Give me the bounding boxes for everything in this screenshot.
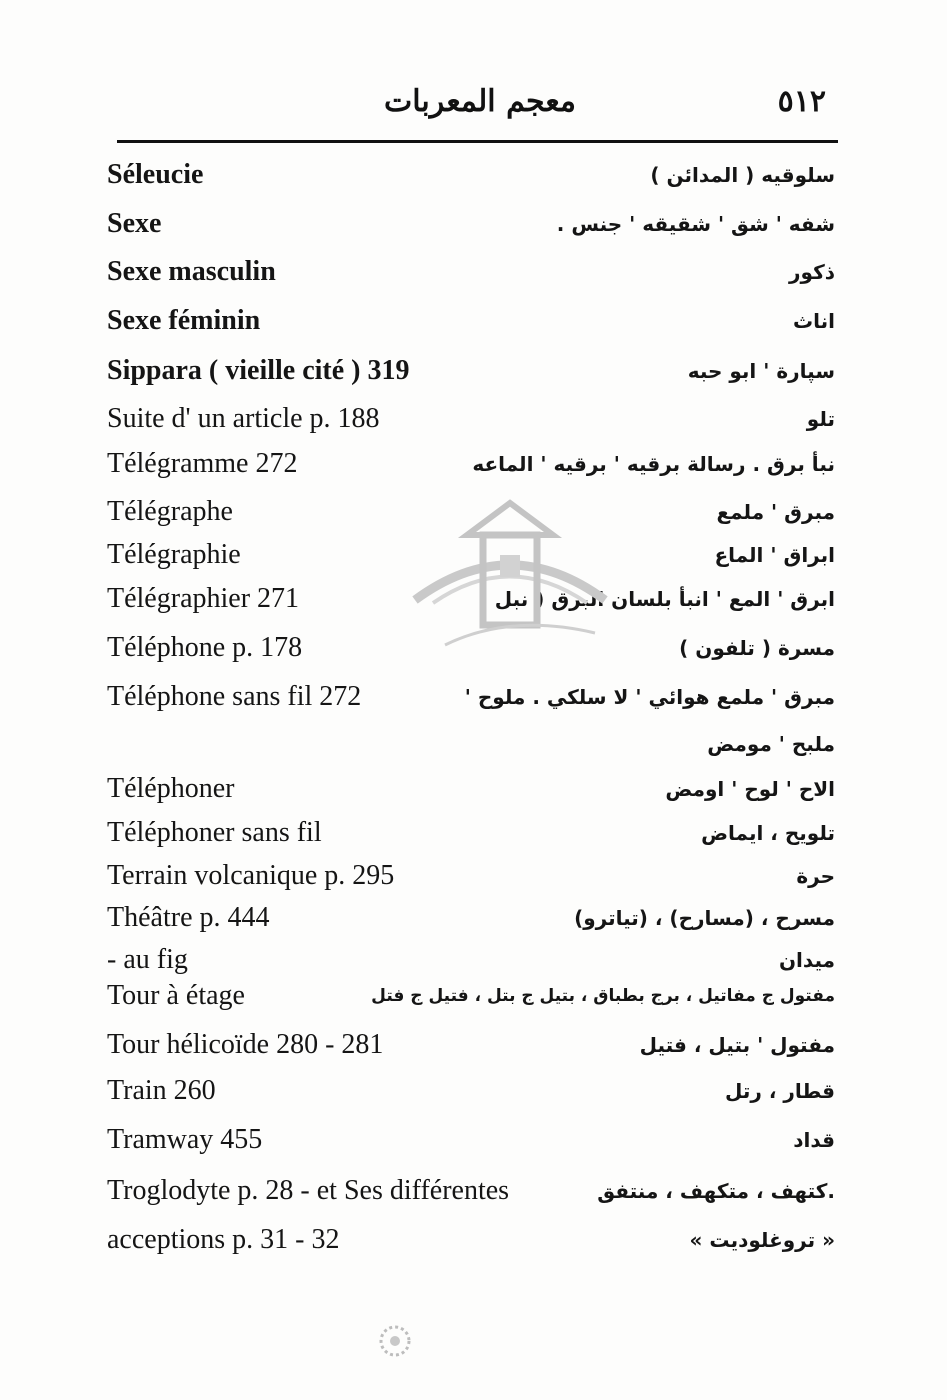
entry-french: Tour à étage: [107, 980, 245, 1011]
entry-french: Train 260: [107, 1075, 216, 1106]
dictionary-entry: [107, 301, 835, 341]
entry-arabic: اناث: [793, 309, 835, 333]
entry-french: Téléphone p. 178: [107, 632, 303, 663]
entry-french: Télégraphie: [107, 539, 241, 570]
footer-ornament: [365, 1318, 425, 1364]
page-title: معجم المعربات: [384, 84, 576, 119]
dictionary-entry: [107, 399, 835, 439]
entry-arabic: تلويح ، ايماض: [701, 821, 835, 845]
entry-french: acceptions p. 31 - 32: [107, 1224, 340, 1255]
dictionary-entry: [107, 813, 835, 853]
dictionary-entry: [107, 1025, 835, 1065]
entry-arabic: شفه ' شق ' شقيقه ' جنس .: [556, 212, 835, 236]
entry-french: - au fig: [107, 944, 188, 975]
entry-arabic: مفتول ج مفاتيل ، برج بطباق ، بتيل ج بتل ، فتيل ج فتل: [371, 986, 835, 1006]
entry-french: Séleucie: [107, 159, 204, 190]
entry-arabic: ميدان: [778, 948, 835, 972]
entry-arabic: ملبح ' مومض: [707, 732, 835, 756]
entry-arabic: مسرح ، (مسارح) ، (تياترو): [574, 906, 835, 930]
entry-arabic: سلوقيه ( المدائن ): [650, 163, 835, 187]
entry-french: Sexe féminin: [107, 305, 261, 336]
entry-arabic: قداد: [793, 1128, 835, 1152]
entry-arabic: « تروغلوديت »: [689, 1228, 835, 1252]
dictionary-entry: [107, 940, 835, 980]
dictionary-entry: [107, 976, 835, 1016]
dictionary-entry: [107, 898, 835, 938]
dictionary-entry: [107, 677, 835, 717]
entry-french: Téléphoner sans fil: [107, 817, 322, 848]
entry-french: Troglodyte p. 28 - et Ses différentes: [107, 1175, 510, 1206]
entry-french: Suite d' un article p. 188: [107, 403, 380, 434]
dictionary-entry-continuation: [107, 724, 835, 764]
entry-arabic: ابراق ' الماع: [714, 543, 835, 567]
header-rule: [117, 140, 838, 143]
watermark-emblem: [405, 495, 615, 665]
entry-arabic: حرة: [796, 864, 835, 888]
page-number: ٥١٢: [777, 84, 826, 119]
dictionary-entry: [107, 351, 835, 391]
entry-french: Théâtre p. 444: [107, 902, 270, 933]
dictionary-entry: [107, 444, 835, 484]
dictionary-entry: [107, 155, 835, 195]
entry-arabic: مسرة ( تلفون ): [679, 636, 835, 660]
entry-french: Tour hélicoïde 280 - 281: [107, 1029, 384, 1060]
entry-french: Télégramme 272: [107, 448, 298, 479]
entry-arabic: سپارة ' ابو حبه: [687, 359, 835, 383]
dictionary-entry: [107, 252, 835, 292]
entry-arabic: مفتول ' بتيل ، فتيل: [639, 1033, 835, 1057]
entry-french: Terrain volcanique p. 295: [107, 860, 395, 891]
entry-arabic: مبرق ' ملمع: [716, 500, 835, 524]
entry-arabic: .كتهف ، متكهف ، منتفق: [597, 1179, 835, 1203]
dictionary-entry: [107, 856, 835, 896]
entry-arabic: مبرق ' ملمع هوائي ' لا سلكي . ملوح ': [464, 685, 835, 709]
entry-arabic: الاح ' لوح ' اومض: [665, 777, 835, 801]
entry-french: Téléphoner: [107, 773, 235, 804]
entry-arabic: ذكور: [789, 260, 835, 284]
dictionary-entry: [107, 204, 835, 244]
dictionary-entry: [107, 1071, 835, 1111]
entry-french: Sexe: [107, 208, 162, 239]
dictionary-entry: [107, 769, 835, 809]
entry-french: Tramway 455: [107, 1124, 263, 1155]
dictionary-entry: [107, 1171, 835, 1211]
entry-arabic: قطار ، رتل: [725, 1079, 835, 1103]
entry-arabic: تلو: [806, 407, 835, 431]
dictionary-entry: [107, 1120, 835, 1160]
entry-arabic: ابرق ' المع ' انبأ بلسان البرق ( نبل ): [478, 587, 835, 611]
entry-french: Sippara ( vieille cité ) 319: [107, 355, 410, 386]
entry-french: Télégraphier 271: [107, 583, 300, 614]
entry-arabic: نبأ برق . رسالة برقيه ' برقيه ' الماعه: [472, 452, 835, 476]
dictionary-entry: [107, 1220, 835, 1260]
entry-french: Télégraphe: [107, 496, 233, 527]
entry-french: Sexe masculin: [107, 256, 276, 287]
entry-french: Téléphone sans fil 272: [107, 681, 362, 712]
